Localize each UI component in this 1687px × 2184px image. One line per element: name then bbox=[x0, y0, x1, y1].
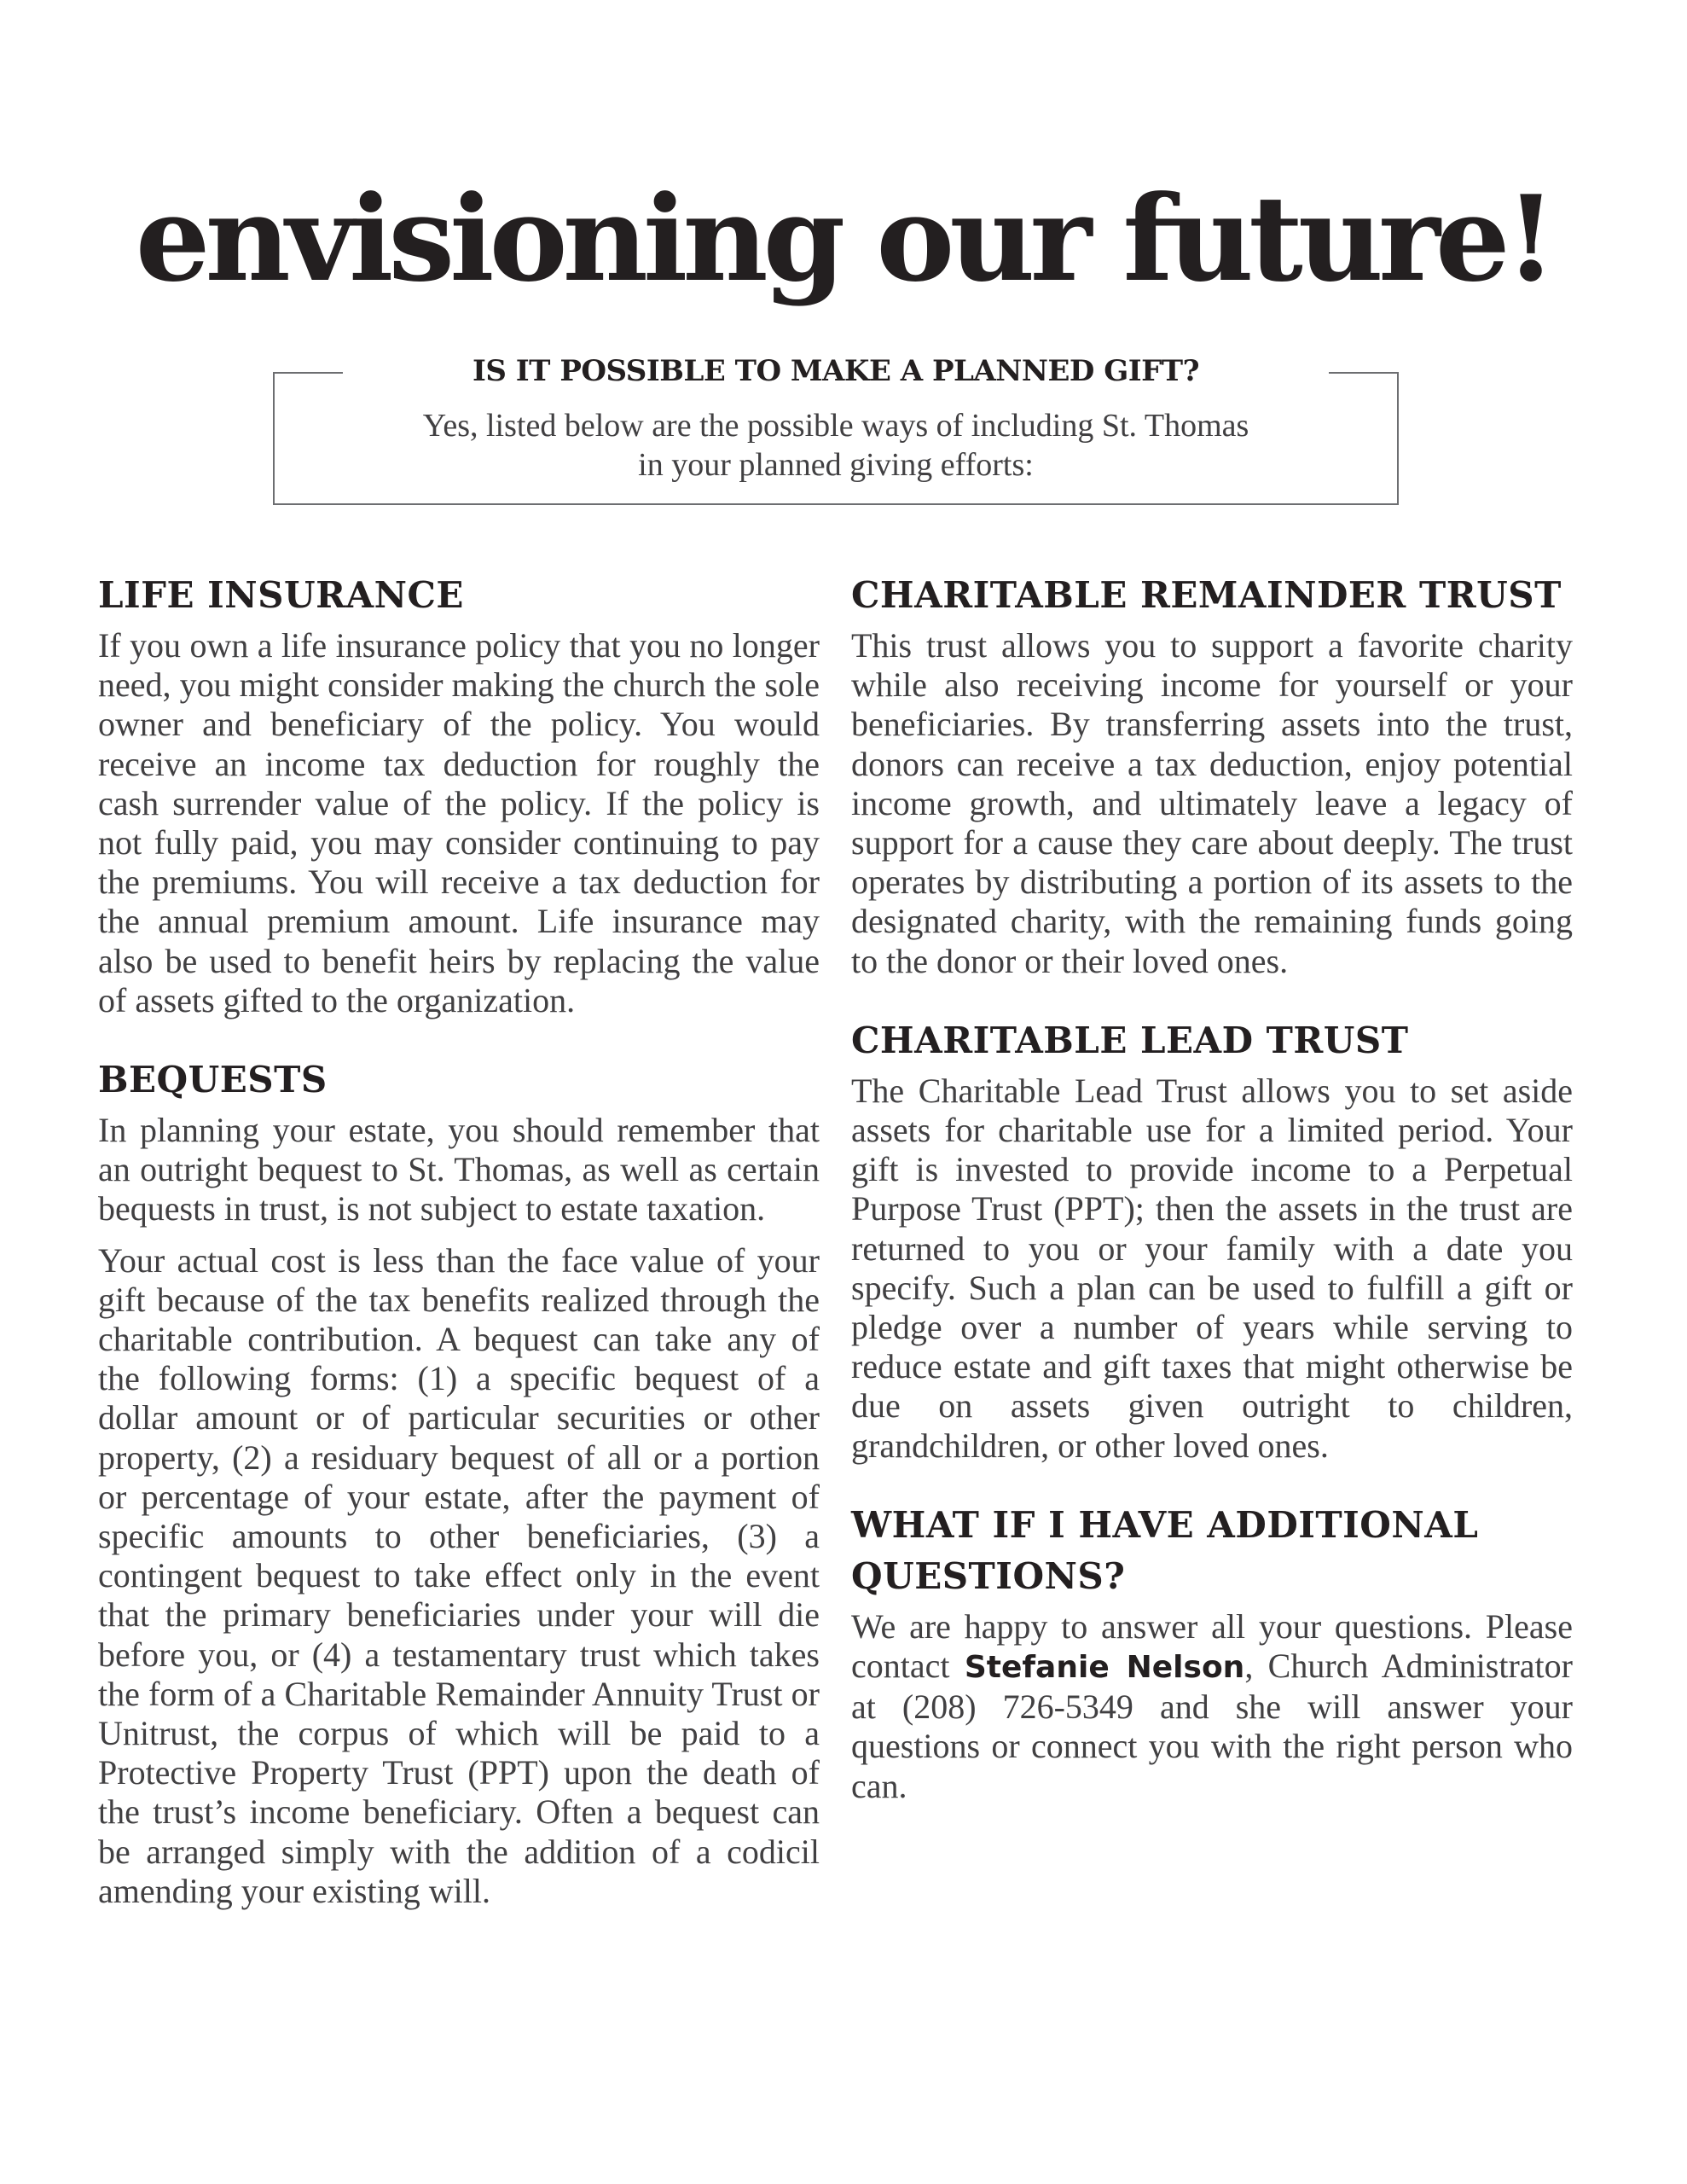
intro-text bbox=[275, 406, 1397, 485]
section-body-paragraph-2: Your actual cost is less than the face value of your gift because of the tax benefits realized through the charitable contribution. A bequest can take any of the following forms: (1) a specific bequest of a dollar amount or of particular securities or other property, (2) a residuary bequest of all or a portion or percentage of your estate, after the payment of specific amounts to other beneficiaries, (3) a contingent bequest to take effect only in the event that the primary beneficiaries under your will die before you, or (4) a testamentary trust which takes the form of a Charitable Remainder Annuity Trust or Unitrust, the corpus of which will be paid to a Protective Property Trust (PPT) upon the death of the trust’s income beneficiary. Often a bequest can be arranged simply with the addition of a codicil amending your existing will. bbox=[98, 1240, 820, 1910]
left-column bbox=[98, 570, 820, 1930]
section-additional-questions bbox=[851, 1500, 1573, 1806]
intro-text-line-2: in your planned giving efforts: bbox=[638, 447, 1034, 483]
section-life-insurance bbox=[98, 570, 820, 1020]
section-heading: BEQUESTS bbox=[98, 1059, 328, 1101]
section-body-paragraph-1: In planning your estate, you should remember that an outright bequest to St. Thomas, as well as certain bequests in trust, is not subject to estate taxation. bbox=[98, 1111, 820, 1228]
section-heading: WHAT IF I HAVE ADDITIONAL QUESTIONS? bbox=[851, 1503, 1479, 1597]
section-charitable-lead-trust bbox=[851, 1015, 1573, 1466]
right-column bbox=[851, 570, 1573, 1825]
box-top-rule-left bbox=[275, 372, 343, 374]
body-text-after: , Church Administrator at (208) 726-5349 and she will answer your questions or connect you with the right person who can. bbox=[851, 1647, 1573, 1805]
section-body: If you own a life insurance policy that you no longer need, you might consider making the church the sole owner and beneficiary of the policy. You would receive an income tax deduction for roughly the cash surrender value of the policy. If the policy is not fully paid, you may consider continuing to pay the premiums. You will receive a tax deduction for the annual premium amount. Life insurance may also be used to benefit heirs by replacing the value of assets gifted to the organization. bbox=[98, 626, 820, 1019]
intro-box bbox=[273, 354, 1399, 505]
page-title: envisioning our future! bbox=[135, 169, 1552, 308]
section-body: The Charitable Lead Trust allows you to set aside assets for charitable use for a limited period. Your gift is invested to provide income to a Perpetual Purpose Trust (PPT); then the assets in the trust are returned to you or your family with a date you specify. Such a plan can be used to fulfill a gift or pledge over a number of years while serving to reduce estate and gift taxes that might otherwise be due on assets given outright to children, grandchildren, or other loved ones. bbox=[851, 1071, 1573, 1465]
section-heading: LIFE INSURANCE bbox=[98, 574, 464, 616]
intro-heading: IS IT POSSIBLE TO MAKE A PLANNED GIFT? bbox=[351, 351, 1320, 391]
section-charitable-remainder-trust bbox=[851, 570, 1573, 981]
section-body bbox=[851, 1607, 1573, 1806]
box-top-rule-right bbox=[1329, 372, 1397, 374]
section-heading: CHARITABLE REMAINDER TRUST bbox=[851, 574, 1562, 616]
section-body: This trust allows you to support a favorite charity while also receiving income for yourself or your beneficiaries. By transferring assets into the trust, donors can receive a tax deduction, enjoy potential income growth, and ultimately leave a legacy of support for a cause they care about deeply. The trust operates by distributing a portion of its assets to the designated charity, with the remaining funds going to the donor or their loved ones. bbox=[851, 626, 1573, 980]
section-heading: CHARITABLE LEAD TRUST bbox=[851, 1019, 1409, 1061]
body-text-before: We are happy to answer all your questions. Please contact bbox=[851, 1606, 1573, 1686]
intro-text-line-1: Yes, listed below are the possible ways of including St. Thomas bbox=[422, 408, 1249, 444]
section-bequests bbox=[98, 1054, 820, 1911]
contact-name: Stefanie Nelson bbox=[964, 1650, 1245, 1686]
